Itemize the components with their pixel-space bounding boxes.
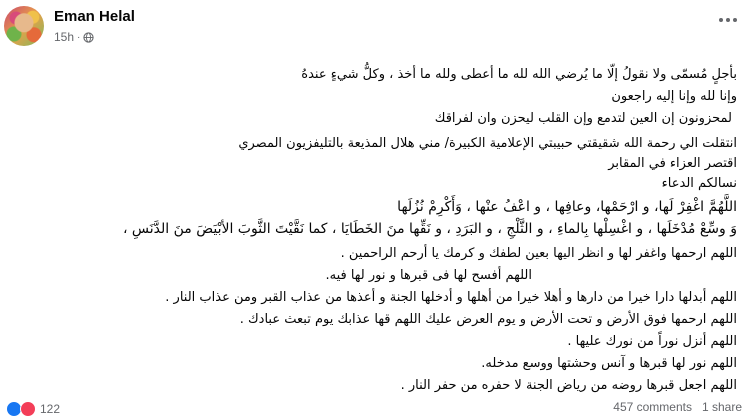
author-name[interactable]: Eman Helal xyxy=(54,8,135,25)
meta-separator: · xyxy=(77,31,81,43)
post-line: اللهم أفسح لها فى قبرها و نور لها فيه. xyxy=(325,268,532,283)
reactions-summary[interactable] xyxy=(6,401,60,417)
post-line: وَ وسِّعْ مُدْخَلَها ، و اغْسِلْها بِالماءِ ، و الثَّلْجِ ، و البَرَدِ ، و نَقِّها منَ الخَطَايَا ، كما نَقَّيْتَ الثَّوبَ الأبْيَضَ منَ الدَّنَسِ ، xyxy=(122,221,737,237)
shares-count[interactable]: 1 share xyxy=(701,400,742,414)
post-line: بأجلٍ مُسمّى ولا نقولُ إلّا ما يُرضي الله لله ما أعطى ولله ما أخذ ، وكلُّ شيءٍ عندهُ xyxy=(301,67,737,82)
post-line: اقتصر العزاء في المقابر xyxy=(608,156,737,171)
post-line: لمحزونون إن العين لتدمع وإن القلب ليحزن وان لفراقك xyxy=(434,111,732,126)
love-reaction-icon xyxy=(20,401,36,417)
post-line: اللهم نور لها قبرها و آنس وحشتها ووسع مدخله. xyxy=(481,356,737,371)
post-meta xyxy=(54,30,94,44)
post-line: اللهم اجعل قبرها روضه من رياض الجنة لا حفره من حفر النار . xyxy=(400,378,737,393)
post-footer xyxy=(0,397,750,416)
post-line: اللهم ارحمها واغفر لها و انظر اليها بعين لطفك و كرمك يا أرحم الراحمين . xyxy=(340,246,737,261)
more-options-icon[interactable] xyxy=(714,10,742,30)
post-line: اللهم ارحمها فوق الأرض و تحت الأرض و يوم العرض عليك اللهم قها عذابك يوم تبعث عبادك . xyxy=(239,312,737,327)
post-line: انتقلت الي رحمة الله شقيقتي حبيبتي الإعلامية الكبيرة/ مني هلال المذيعة بالتليفزيون المصري xyxy=(238,136,737,151)
post-line: نسالكم الدعاء xyxy=(661,176,737,191)
globe-icon[interactable] xyxy=(83,32,94,43)
avatar[interactable] xyxy=(4,6,44,46)
post-line: اللهم أبدلها دارا خيرا من دارها و أهلا خيرا من أهلها و أدخلها الجنة و أعذها من عذاب القبر ومن عذاب النار . xyxy=(165,290,737,305)
post-stats xyxy=(613,400,742,414)
post-time[interactable]: 15h xyxy=(54,30,75,44)
comments-count[interactable]: 457 comments xyxy=(613,400,692,414)
post-line: وإنا لله وإنا إليه راجعون xyxy=(611,89,737,104)
post-header xyxy=(0,0,750,56)
post-text xyxy=(10,58,737,398)
reaction-count[interactable]: 122 xyxy=(40,402,61,416)
post-line: اللَّهُمَّ اغْفِرْ لَها، و ارْحَمْها، وعافِها ، و اعْفُ عنْها ، وَأَكْرِمْ نُزُلَها xyxy=(397,199,737,215)
post-line: اللهم أنزل نوراً من نورك عليها . xyxy=(567,334,737,349)
